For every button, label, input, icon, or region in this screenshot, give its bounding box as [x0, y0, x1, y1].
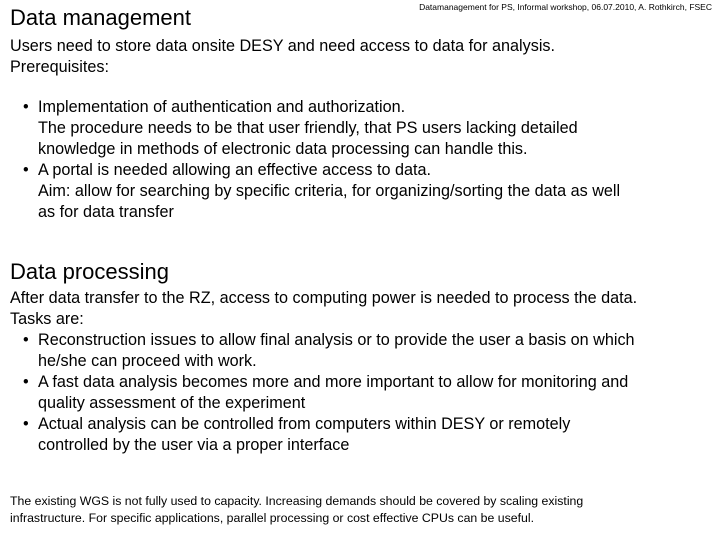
bullet-line: The procedure needs to be that user friendly, that PS users lacking detailed	[38, 119, 578, 137]
section-title-data-processing: Data processing	[10, 259, 169, 284]
intro-line: Tasks are:	[10, 310, 84, 328]
bullet-item	[23, 414, 635, 456]
bullet-line: Implementation of authentication and authorization.	[38, 98, 406, 116]
bullet-line: knowledge in methods of electronic data processing can handle this.	[38, 140, 528, 158]
footer-note	[10, 493, 710, 527]
bullet-line: as for data transfer	[38, 203, 174, 221]
section1-bullet-list	[23, 97, 620, 223]
bullet-dot: •	[23, 161, 29, 179]
footer-line: The existing WGS is not fully used to capacity. Increasing demands should be covered by scaling existing	[10, 494, 584, 508]
bullet-item	[23, 160, 620, 223]
footer-line: infrastructure. For specific applications, parallel processing or cost effective CPUs can be useful.	[10, 511, 534, 525]
bullet-dot: •	[23, 373, 29, 391]
bullet-line: controlled by the user via a proper interface	[38, 436, 350, 454]
bullet-line: quality assessment of the experiment	[38, 394, 306, 412]
section1-intro	[10, 36, 555, 78]
bullet-dot: •	[23, 98, 29, 116]
bullet-line: he/she can proceed with work.	[38, 352, 257, 370]
bullet-item	[23, 330, 635, 372]
bullet-dot: •	[23, 415, 29, 433]
section2-intro	[10, 288, 637, 330]
bullet-dot: •	[23, 331, 29, 349]
intro-line: After data transfer to the RZ, access to computing power is needed to process the data.	[10, 289, 638, 307]
bullet-item	[23, 372, 635, 414]
bullet-item	[23, 97, 620, 160]
intro-line: Users need to store data onsite DESY and need access to data for analysis.	[10, 37, 555, 55]
section-title-data-management: Data management	[10, 5, 191, 30]
bullet-line: Reconstruction issues to allow final analysis or to provide the user a basis on which	[38, 331, 635, 349]
bullet-line: Aim: allow for searching by specific criteria, for organizing/sorting the data as well	[38, 182, 621, 200]
bullet-line: A portal is needed allowing an effective access to data.	[38, 161, 431, 179]
bullet-line: A fast data analysis becomes more and more important to allow for monitoring and	[38, 373, 629, 391]
section2-bullet-list	[23, 330, 635, 456]
bullet-line: Actual analysis can be controlled from computers within DESY or remotely	[38, 415, 571, 433]
header-note: Datamanagement for PS, Informal workshop, 06.07.2010, A. Rothkirch, FSEC	[419, 2, 712, 12]
intro-line: Prerequisites:	[10, 58, 109, 76]
